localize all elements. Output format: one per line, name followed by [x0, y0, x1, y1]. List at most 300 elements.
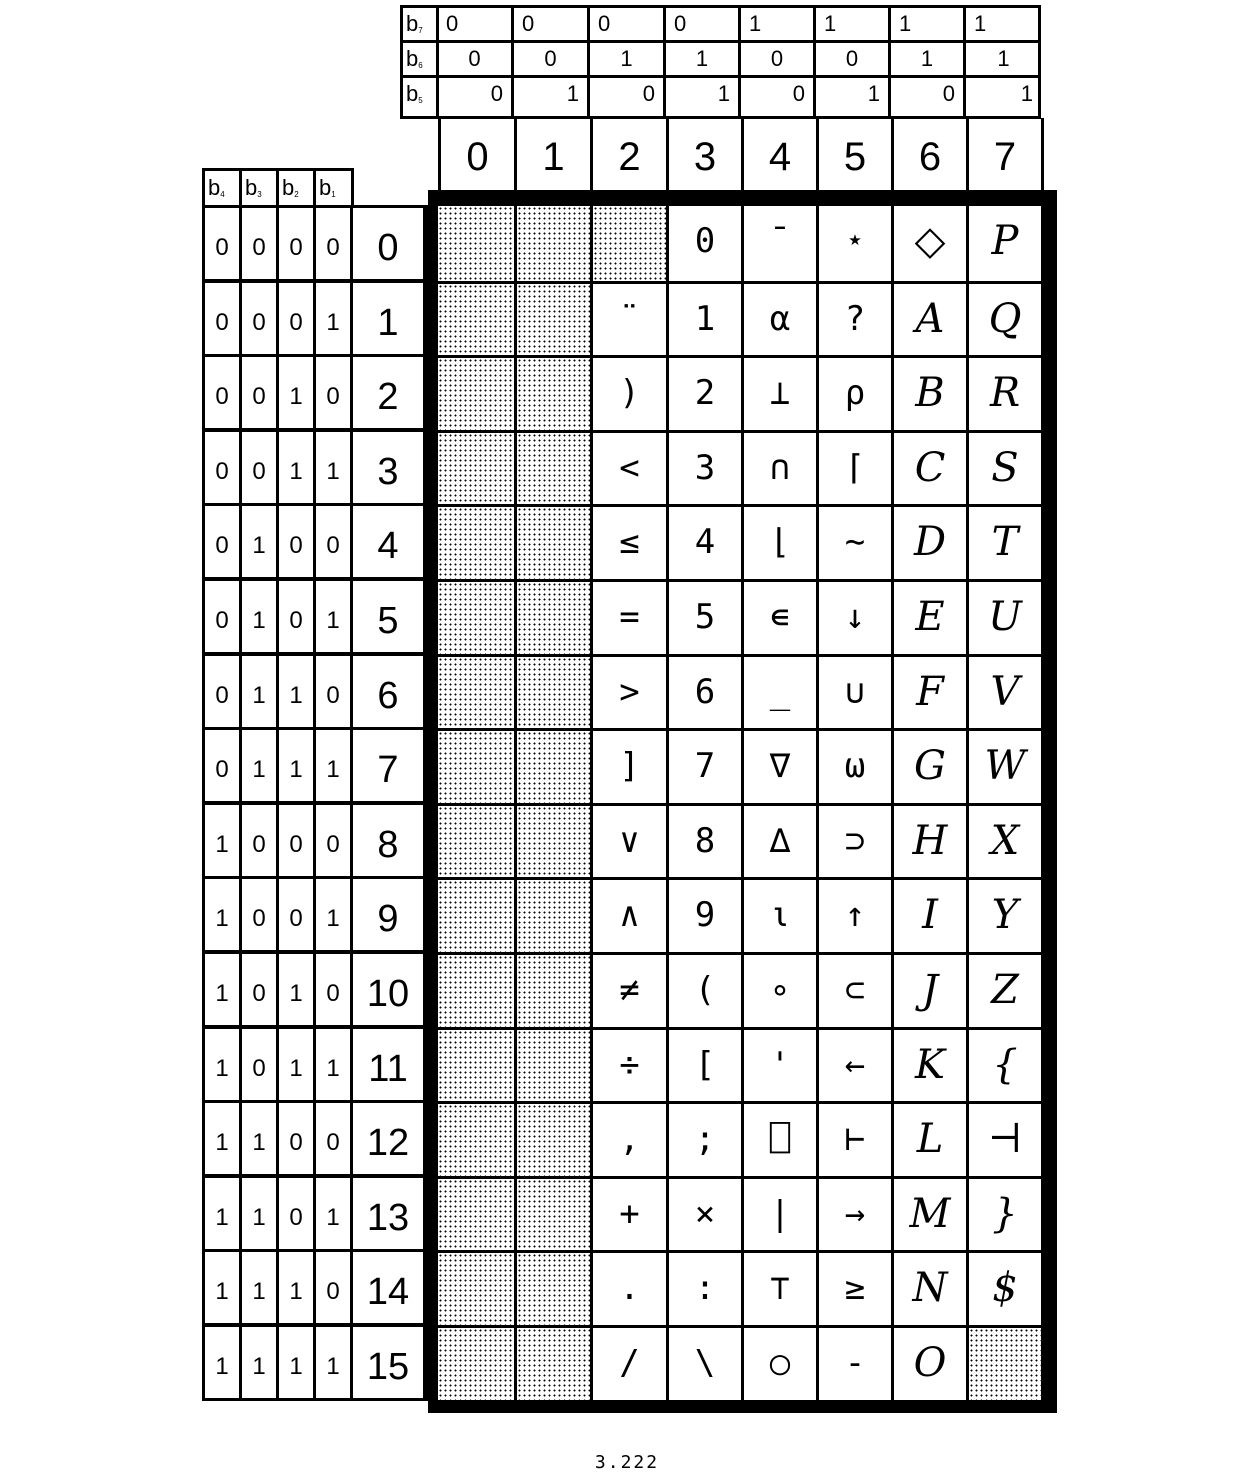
- row-bit-value: 0: [205, 208, 239, 279]
- char-glyph: $: [992, 1265, 1018, 1312]
- char-cell: [593, 433, 666, 505]
- char-glyph: <: [619, 447, 640, 488]
- char-cell: [744, 1179, 816, 1251]
- unassigned-cell: [438, 731, 514, 803]
- char-cell: [744, 284, 816, 356]
- char-glyph: N: [912, 1265, 948, 1312]
- char-cell: [819, 284, 891, 356]
- row-bit-value: 1: [242, 1178, 276, 1249]
- char-cell: [969, 582, 1041, 654]
- row-number: 9: [353, 879, 423, 950]
- char-glyph: D: [913, 519, 947, 566]
- column-number: 1: [514, 118, 590, 192]
- row-bit-value: 1: [242, 581, 276, 652]
- row-bit-value: 1: [205, 1327, 239, 1398]
- column-number: 6: [891, 118, 966, 192]
- char-cell: [894, 955, 966, 1027]
- char-glyph: 4: [694, 522, 716, 563]
- unassigned-cell: [517, 206, 590, 281]
- char-glyph: ⍵: [844, 746, 866, 787]
- row-bit-value: 0: [316, 357, 350, 428]
- char-glyph: ∼: [844, 522, 866, 563]
- char-glyph: T: [991, 519, 1019, 566]
- bit-value: 1: [974, 11, 987, 36]
- row-bit-value: 0: [242, 357, 276, 428]
- char-cell: [593, 880, 666, 952]
- char-glyph: O: [913, 1340, 947, 1386]
- char-cell: [744, 657, 816, 729]
- bit-value: 1: [891, 8, 966, 40]
- row-bit-value: 1: [279, 357, 313, 428]
- bit-label: $b_7$: [403, 8, 439, 40]
- unassigned-cell: [517, 1253, 590, 1325]
- char-table: [440, 206, 1041, 1399]
- char-glyph: α: [769, 298, 791, 339]
- bit-value: 0: [438, 78, 514, 116]
- row-bit-value: 1: [205, 1029, 239, 1100]
- char-glyph: V: [990, 668, 1020, 715]
- char-cell: [593, 1104, 666, 1176]
- char-glyph: =: [619, 597, 640, 637]
- row-number: 3: [353, 432, 423, 503]
- row-bit-value: 0: [242, 805, 276, 876]
- unassigned-cell: [517, 1030, 590, 1102]
- unassigned-cell: [438, 507, 514, 579]
- char-glyph: 2: [694, 373, 716, 414]
- char-cell: [819, 433, 891, 505]
- char-glyph: W: [984, 743, 1026, 790]
- row-bit-value: 0: [242, 432, 276, 503]
- row-bit-value: 0: [205, 283, 239, 354]
- row-bit-value: 1: [316, 283, 350, 354]
- char-glyph: /: [619, 1343, 640, 1383]
- row-bit-value: 1: [205, 1252, 239, 1323]
- char-glyph: ∇: [769, 746, 791, 787]
- bit-value: 0: [891, 78, 966, 116]
- row-bit-table: [202, 205, 430, 1401]
- char-cell: [669, 731, 741, 803]
- unassigned-cell: [438, 1179, 514, 1251]
- char-cell: [744, 880, 816, 952]
- row-number: 6: [353, 656, 423, 727]
- char-cell: [894, 358, 966, 430]
- char-glyph: Q: [988, 295, 1022, 342]
- unassigned-cell: [438, 433, 514, 505]
- char-glyph: ⊤: [769, 1268, 791, 1309]
- char-glyph: ⊃: [844, 820, 866, 861]
- char-cell: [593, 955, 666, 1027]
- char-glyph: 7: [694, 746, 716, 787]
- char-cell: [969, 358, 1041, 430]
- char-glyph: ≥: [844, 1268, 866, 1309]
- char-cell: [894, 731, 966, 803]
- bit-value: 0: [514, 43, 590, 75]
- char-cell: [744, 433, 816, 505]
- unassigned-cell: [517, 955, 590, 1027]
- char-glyph: ∪: [844, 671, 866, 712]
- char-cell: [744, 206, 816, 281]
- char-glyph: ;: [694, 1119, 716, 1160]
- char-glyph: ⌈: [844, 447, 866, 488]
- char-cell: [969, 1179, 1041, 1251]
- char-glyph: _: [769, 671, 791, 712]
- bit-value: 0: [741, 43, 816, 75]
- bit-row-b5: [403, 78, 1038, 116]
- unassigned-cell: [438, 1104, 514, 1176]
- char-cell: [819, 731, 891, 803]
- char-cell: [969, 657, 1041, 729]
- bit-value: 0: [741, 78, 816, 116]
- char-glyph: >: [619, 671, 640, 712]
- char-cell: [744, 1104, 816, 1176]
- row-bit-value: 1: [279, 656, 313, 727]
- column-number: 7: [966, 118, 1044, 192]
- unassigned-cell: [517, 806, 590, 878]
- column-number: 2: [590, 118, 666, 192]
- bit-value: 1: [741, 8, 816, 40]
- row-bit-value: 1: [279, 1029, 313, 1100]
- char-glyph: ∩: [769, 447, 791, 488]
- char-cell: [744, 507, 816, 579]
- row-bit-label: $b_4$: [205, 171, 242, 208]
- char-cell: [819, 657, 891, 729]
- char-glyph: 6: [694, 671, 716, 712]
- unassigned-cell: [438, 657, 514, 729]
- char-glyph: ∆: [769, 820, 791, 861]
- char-cell: [894, 284, 966, 356]
- char-glyph: K: [915, 1041, 945, 1088]
- char-cell: [744, 358, 816, 430]
- row-bit-label: $b_3$: [242, 171, 279, 208]
- char-glyph: 3: [694, 447, 716, 488]
- char-cell: [894, 433, 966, 505]
- unassigned-cell: [517, 507, 590, 579]
- char-glyph: |: [769, 1193, 791, 1234]
- bit-value: 0: [438, 43, 514, 75]
- row-bit-header: [202, 168, 354, 208]
- row-bit-value: 1: [316, 1178, 350, 1249]
- bit-value: 0: [438, 8, 514, 40]
- char-cell: [894, 880, 966, 952]
- char-cell: [669, 657, 741, 729]
- bit-value: 1: [666, 43, 741, 75]
- char-cell: [669, 955, 741, 1027]
- char-glyph: ←: [844, 1044, 866, 1085]
- bit-value: 0: [514, 8, 590, 40]
- row-bit-value: 1: [279, 1252, 313, 1323]
- row-number: 14: [353, 1252, 423, 1323]
- column-number: 0: [438, 118, 514, 192]
- char-glyph: ,: [619, 1119, 640, 1160]
- char-cell: [819, 806, 891, 878]
- row-number: 7: [353, 730, 423, 801]
- char-cell: [669, 1030, 741, 1102]
- column-bit-header: [400, 5, 1041, 119]
- row-bit-value: 1: [205, 879, 239, 950]
- row-bit-value: 0: [316, 656, 350, 727]
- char-glyph: ∘: [769, 970, 791, 1010]
- char-cell: [969, 433, 1041, 505]
- char-glyph: ÷: [619, 1044, 640, 1085]
- row-number: 4: [353, 506, 423, 577]
- bit-value: 1: [816, 8, 891, 40]
- char-cell: [819, 206, 891, 281]
- page-number: 3.222: [594, 1452, 660, 1473]
- row-bit-value: 0: [279, 283, 313, 354]
- bit-label: $b_6$: [403, 43, 439, 75]
- row-number: 0: [353, 208, 423, 279]
- unassigned-cell: [438, 880, 514, 952]
- bit-row-b6: [403, 43, 1038, 78]
- unassigned-cell: [438, 284, 514, 356]
- row-bit-value: 0: [316, 208, 350, 279]
- bit-value: 1: [590, 43, 666, 75]
- row-bit-value: 1: [242, 506, 276, 577]
- char-cell: [894, 1253, 966, 1325]
- bit-label: $b_5$: [403, 78, 439, 116]
- char-glyph: 0: [694, 221, 716, 261]
- char-cell: [669, 582, 741, 654]
- unassigned-cell: [517, 358, 590, 430]
- char-glyph: ∨: [619, 820, 640, 861]
- char-cell: [969, 880, 1041, 952]
- row-bit-value: 0: [242, 283, 276, 354]
- char-glyph: ∧: [619, 895, 640, 936]
- row-bit-value: 1: [205, 954, 239, 1025]
- unassigned-cell: [438, 358, 514, 430]
- char-cell: [894, 1179, 966, 1251]
- row-bit-value: 1: [316, 432, 350, 503]
- bit-value: 0: [816, 43, 891, 75]
- row-bit-value: 0: [279, 208, 313, 279]
- char-cell: [819, 880, 891, 952]
- column-number: 3: [666, 118, 741, 192]
- char-cell: [744, 955, 816, 1027]
- char-glyph: B: [915, 370, 945, 417]
- row-bit-value: 0: [279, 581, 313, 652]
- char-glyph: ⊢: [844, 1119, 866, 1160]
- row-bit-value: 0: [205, 656, 239, 727]
- row-bit-value: 0: [316, 1252, 350, 1323]
- row-bit-value: 0: [242, 208, 276, 279]
- char-cell: [669, 358, 741, 430]
- char-glyph: →: [844, 1193, 866, 1234]
- char-cell: [969, 1253, 1041, 1325]
- char-glyph: ¯: [769, 221, 791, 261]
- char-glyph: ρ: [844, 373, 866, 414]
- char-cell: [593, 657, 666, 729]
- row-bit-value: 1: [242, 1103, 276, 1174]
- char-glyph: I: [922, 892, 938, 939]
- char-glyph: C: [914, 444, 946, 491]
- row-bit-value: 0: [242, 879, 276, 950]
- unassigned-cell: [517, 433, 590, 505]
- char-glyph: ¨: [619, 298, 640, 339]
- row-bit-label: $b_1$: [319, 175, 336, 200]
- char-cell: [969, 507, 1041, 579]
- char-glyph: A: [915, 295, 945, 342]
- unassigned-cell: [517, 284, 590, 356]
- char-glyph: \: [694, 1343, 716, 1383]
- row-number: 12: [353, 1103, 423, 1174]
- char-cell: [669, 1253, 741, 1325]
- char-cell: [969, 1104, 1041, 1176]
- char-glyph: (: [694, 970, 716, 1010]
- char-cell: [969, 284, 1041, 356]
- unassigned-cell: [517, 880, 590, 952]
- char-glyph: ⋆: [844, 221, 866, 261]
- bit-value: 1: [997, 46, 1010, 71]
- row-number: 10: [353, 954, 423, 1025]
- row-number: 8: [353, 805, 423, 876]
- char-cell: [819, 1030, 891, 1102]
- row-bit-label: $b_2$: [279, 171, 316, 208]
- char-cell: [819, 358, 891, 430]
- char-cell: [819, 582, 891, 654]
- bit-value: 1: [891, 43, 966, 75]
- char-glyph: E: [915, 594, 945, 640]
- column-number: 4: [741, 118, 816, 192]
- unassigned-cell: [438, 1030, 514, 1102]
- char-cell: [894, 657, 966, 729]
- char-glyph: ': [769, 1044, 791, 1085]
- row-bit-value: 1: [279, 1327, 313, 1398]
- row-bit-value: 1: [316, 879, 350, 950]
- char-cell: [669, 880, 741, 952]
- char-cell: [969, 1030, 1041, 1102]
- unassigned-cell: [438, 206, 514, 281]
- char-cell: [969, 206, 1041, 281]
- row-bit-value: 1: [316, 1029, 350, 1100]
- char-cell: [819, 1253, 891, 1325]
- row-bit-value: 1: [279, 432, 313, 503]
- column-number: 5: [816, 118, 891, 192]
- char-glyph: S: [991, 444, 1019, 491]
- unassigned-cell: [438, 955, 514, 1027]
- row-bit-value: 0: [279, 805, 313, 876]
- row-number: 1: [353, 283, 423, 354]
- char-cell: [593, 1030, 666, 1102]
- char-cell: [593, 582, 666, 654]
- unassigned-cell: [517, 657, 590, 729]
- char-glyph: ↓: [844, 597, 866, 637]
- bit-value: 0: [666, 8, 741, 40]
- char-cell: [894, 582, 966, 654]
- unassigned-cell: [438, 1328, 514, 1400]
- char-cell: [744, 1328, 816, 1400]
- row-number: 5: [353, 581, 423, 652]
- char-glyph: }: [992, 1190, 1018, 1237]
- char-glyph: ⍳: [769, 895, 791, 936]
- char-cell: [593, 358, 666, 430]
- unassigned-cell: [969, 1328, 1041, 1400]
- char-glyph: +: [619, 1193, 640, 1234]
- char-cell: [894, 1030, 966, 1102]
- char-glyph: ⎕: [769, 1119, 791, 1160]
- char-cell: [744, 1253, 816, 1325]
- char-cell: [593, 1179, 666, 1251]
- bit-row-b7: [403, 8, 1038, 43]
- char-glyph: X: [990, 817, 1020, 864]
- char-glyph: 1: [694, 298, 716, 339]
- row-bit-value: 0: [205, 506, 239, 577]
- unassigned-cell: [438, 806, 514, 878]
- char-cell: [819, 507, 891, 579]
- char-glyph: [: [694, 1044, 716, 1085]
- char-cell: [894, 507, 966, 579]
- row-bit-value: 0: [242, 1029, 276, 1100]
- row-bit-value: 1: [316, 581, 350, 652]
- char-glyph: ∊: [769, 597, 791, 637]
- char-glyph: ×: [694, 1193, 716, 1234]
- char-glyph: 8: [694, 820, 716, 861]
- char-cell: [894, 1328, 966, 1400]
- char-cell: [819, 1328, 891, 1400]
- char-glyph: -: [844, 1343, 866, 1383]
- char-glyph: ≤: [619, 522, 640, 563]
- row-bit-value: 1: [205, 1178, 239, 1249]
- char-glyph: Z: [991, 967, 1019, 1013]
- row-bit-value: 0: [242, 954, 276, 1025]
- row-bit-value: 1: [279, 954, 313, 1025]
- char-cell: [969, 731, 1041, 803]
- row-bit-value: 1: [316, 730, 350, 801]
- unassigned-cell: [438, 582, 514, 654]
- char-cell: [593, 806, 666, 878]
- char-glyph: ↑: [844, 895, 866, 936]
- row-bit-value: 1: [242, 1252, 276, 1323]
- char-cell: [819, 955, 891, 1027]
- bit-value: 0: [590, 78, 666, 116]
- char-cell: [819, 1179, 891, 1251]
- char-glyph: ⌊: [769, 522, 791, 563]
- row-bit-value: 0: [316, 805, 350, 876]
- char-cell: [593, 1328, 666, 1400]
- unassigned-cell: [438, 1253, 514, 1325]
- row-bit-value: 0: [205, 432, 239, 503]
- row-number: 2: [353, 357, 423, 428]
- bit-value: 0: [590, 8, 666, 40]
- bit-value: 1: [514, 78, 590, 116]
- unassigned-cell: [517, 1179, 590, 1251]
- char-glyph: U: [988, 594, 1022, 640]
- unassigned-cell: [517, 731, 590, 803]
- row-bit-value: 0: [279, 879, 313, 950]
- char-cell: [744, 806, 816, 878]
- char-glyph: 5: [694, 597, 716, 637]
- char-cell: [894, 806, 966, 878]
- row-bit-value: 1: [205, 1103, 239, 1174]
- row-bit-value: 0: [279, 506, 313, 577]
- row-bit-value: 0: [279, 1178, 313, 1249]
- char-cell: [593, 507, 666, 579]
- unassigned-cell: [517, 1328, 590, 1400]
- char-glyph: G: [914, 743, 946, 790]
- char-cell: [669, 433, 741, 505]
- unassigned-cell: [517, 582, 590, 654]
- row-bit-value: 0: [279, 1103, 313, 1174]
- char-glyph: :: [694, 1268, 716, 1309]
- char-cell: [744, 582, 816, 654]
- row-bit-value: 0: [205, 581, 239, 652]
- char-glyph: ?: [844, 298, 866, 339]
- char-glyph: .: [619, 1268, 640, 1309]
- row-bit-value: 1: [316, 1327, 350, 1398]
- char-glyph: ⊂: [844, 970, 866, 1010]
- char-cell: [593, 284, 666, 356]
- char-cell: [669, 1104, 741, 1176]
- row-bit-value: 0: [316, 506, 350, 577]
